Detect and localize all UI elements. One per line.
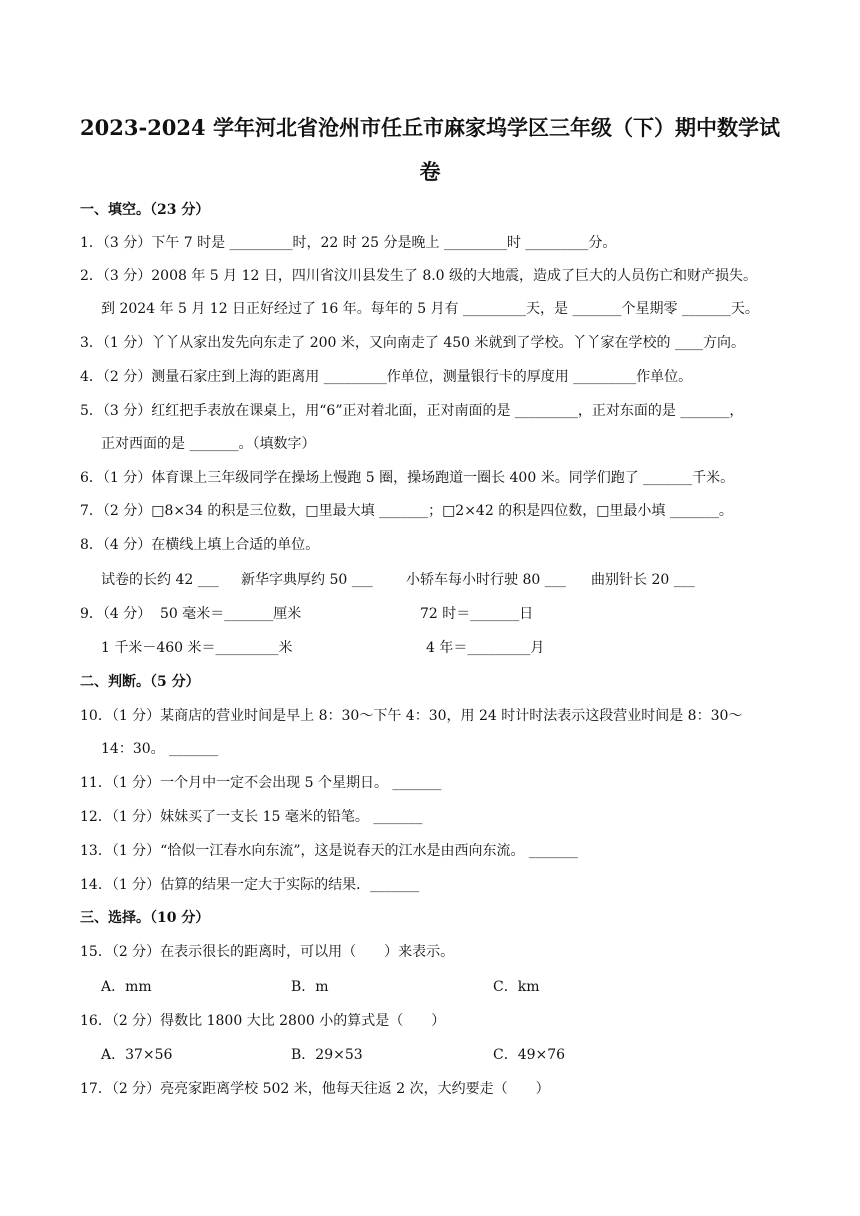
question-10-line2: 14：30。 _______ [101,741,219,757]
exam-title-line2: 卷 [419,159,441,184]
q16-option-b: B．29×53 [291,1047,363,1063]
q8-item-paper: 试卷的长约 42 ___ [101,572,219,588]
question-11: 11．（1 分）一个月中一定不会出现 5 个星期日。 _______ [80,775,442,791]
question-3: 3．（1 分）丫丫从家出发先向东走了 200 米，又向南走了 450 米就到了学校。丫丫家在学校的 ____方向。 [80,335,745,351]
q9-item-km: 1 千米－460 米＝_________米 [101,640,293,656]
q8-item-car: 小轿车每小时行驶 80 ___ [406,572,566,588]
question-13: 13．（1 分）“恰似一江春水向东流”，这是说春天的江水是由西向东流。 _______ [80,843,578,859]
q16-option-c: C．49×76 [493,1047,566,1063]
question-15: 15．（2 分）在表示很长的距离时，可以用（ ）来表示。 [80,944,455,960]
question-4: 4．（2 分）测量石家庄到上海的距离用 _________作单位，测量银行卡的厚度用 _________作单位。 [80,369,693,385]
question-10-line1: 10．（1 分）某商店的营业时间是早上 8：30～下午 4：30，用 24 时计时法表示这段营业时间是 8：30～ [80,708,743,724]
section-heading-fill: 一、填空。（23 分） [80,202,210,218]
q15-option-c: C．km [493,979,540,995]
question-12: 12．（1 分）妹妹买了一支长 15 毫米的铅笔。 _______ [80,809,423,825]
question-8: 8．（4 分）在横线上填上合适的单位。 [80,537,320,553]
q9-item-hours: 72 时＝_______日 [420,606,534,622]
question-7: 7．（2 分）□8×34 的积是三位数，□里最大填 _______；□2×42 的积是四位数，□里最小填 _______。 [80,503,733,519]
question-1: 1．（3 分）下午 7 时是 _________时，22 时 25 分是晚上 _________时 _________分。 [80,235,617,251]
exam-title-line1: 2023-2024 学年河北省沧州市任丘市麻家坞学区三年级（下）期中数学试 [80,115,780,140]
question-16: 16．（2 分）得数比 1800 大比 2800 小的算式是（ ） [80,1013,446,1029]
q15-option-a: A．mm [101,979,152,995]
q8-item-dictionary: 新华字典厚约 50 ___ [241,572,373,588]
question-2-line2: 到 2024 年 5 月 12 日正好经过了 16 年。每年的 5 月有 _________天，是 _______个星期零 _______天。 [101,301,759,317]
section-heading-judge: 二、判断。（5 分） [80,674,200,690]
q9-label: 9．（4 分） [80,606,152,622]
q8-item-clip: 曲别针长 20 ___ [591,572,695,588]
section-heading-choice: 三、选择。（10 分） [80,910,210,926]
q16-option-a: A．37×56 [101,1047,173,1063]
q9-item-mm: 50 毫米＝_______厘米 [160,606,302,622]
question-17: 17．（2 分）亮亮家距离学校 502 米，他每天往返 2 次，大约要走（ ） [80,1081,550,1097]
q15-option-b: B．m [291,979,329,995]
question-14: 14．（1 分）估算的结果一定大于实际的结果．_______ [80,877,420,893]
question-2-line1: 2．（3 分）2008 年 5 月 12 日，四川省汶川县发生了 8.0 级的大地震，造成了巨大的人员伤亡和财产损失。 [80,268,758,284]
question-9 [80,604,780,624]
question-5-line1: 5．（3 分）红红把手表放在课桌上，用“6”正对着北面，正对南面的是 _________，正对东面的是 _______， [80,403,744,419]
question-5-line2: 正对西面的是 _______。（填数字） [101,436,316,452]
q9-item-years: 4 年＝_________月 [426,640,545,656]
question-6: 6．（1 分）体育课上三年级同学在操场上慢跑 5 圈，操场跑道一圈长 400 米。同学们跑了 _______千米。 [80,470,735,486]
